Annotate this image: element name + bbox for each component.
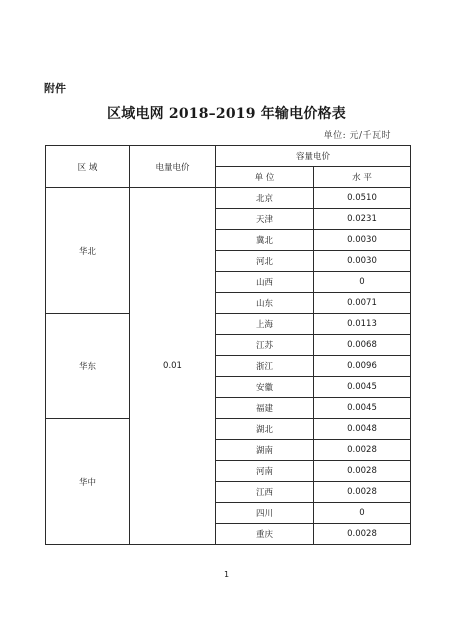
header-level: 水 平 — [314, 167, 411, 188]
unit-cell: 天津 — [216, 209, 314, 230]
unit-cell: 重庆 — [216, 524, 314, 545]
energy-price-cell: 0.01 — [130, 188, 216, 545]
annex-label: 附件 — [44, 82, 66, 95]
region-cell: 华东 — [46, 314, 130, 419]
unit-cell: 福建 — [216, 398, 314, 419]
unit-cell: 安徽 — [216, 377, 314, 398]
unit-cell: 山东 — [216, 293, 314, 314]
price-table — [45, 145, 411, 545]
unit-cell: 四川 — [216, 503, 314, 524]
header-unit: 单 位 — [216, 167, 314, 188]
level-cell: 0.0028 — [314, 524, 411, 545]
unit-cell: 冀北 — [216, 230, 314, 251]
page-number: 1 — [223, 570, 230, 579]
level-cell: 0.0113 — [314, 314, 411, 335]
document-title: 区域电网 2018–2019 年输电价格表 — [107, 106, 346, 122]
table-row — [46, 188, 411, 209]
level-cell: 0.0510 — [314, 188, 411, 209]
region-cell: 华北 — [46, 188, 130, 314]
table-row — [46, 419, 411, 440]
table-row — [46, 314, 411, 335]
unit-cell: 山西 — [216, 272, 314, 293]
header-energy-price: 电量电价 — [130, 146, 216, 188]
unit-note: 单位: 元/千瓦时 — [323, 131, 391, 141]
level-cell: 0 — [314, 272, 411, 293]
header-region: 区 域 — [46, 146, 130, 188]
level-cell: 0.0028 — [314, 482, 411, 503]
level-cell: 0.0068 — [314, 335, 411, 356]
unit-cell: 河北 — [216, 251, 314, 272]
level-cell: 0.0096 — [314, 356, 411, 377]
unit-cell: 浙江 — [216, 356, 314, 377]
level-cell: 0.0045 — [314, 398, 411, 419]
level-cell: 0 — [314, 503, 411, 524]
unit-cell: 湖南 — [216, 440, 314, 461]
unit-cell: 北京 — [216, 188, 314, 209]
level-cell: 0.0028 — [314, 440, 411, 461]
unit-cell: 河南 — [216, 461, 314, 482]
unit-cell: 上海 — [216, 314, 314, 335]
unit-cell: 湖北 — [216, 419, 314, 440]
level-cell: 0.0048 — [314, 419, 411, 440]
level-cell: 0.0071 — [314, 293, 411, 314]
level-cell: 0.0231 — [314, 209, 411, 230]
header-capacity-price: 容量电价 — [216, 146, 411, 167]
level-cell: 0.0045 — [314, 377, 411, 398]
unit-cell: 江西 — [216, 482, 314, 503]
header-row-1 — [46, 146, 411, 167]
level-cell: 0.0030 — [314, 230, 411, 251]
price-table-body — [46, 146, 411, 545]
level-cell: 0.0028 — [314, 461, 411, 482]
level-cell: 0.0030 — [314, 251, 411, 272]
region-cell: 华中 — [46, 419, 130, 545]
unit-cell: 江苏 — [216, 335, 314, 356]
